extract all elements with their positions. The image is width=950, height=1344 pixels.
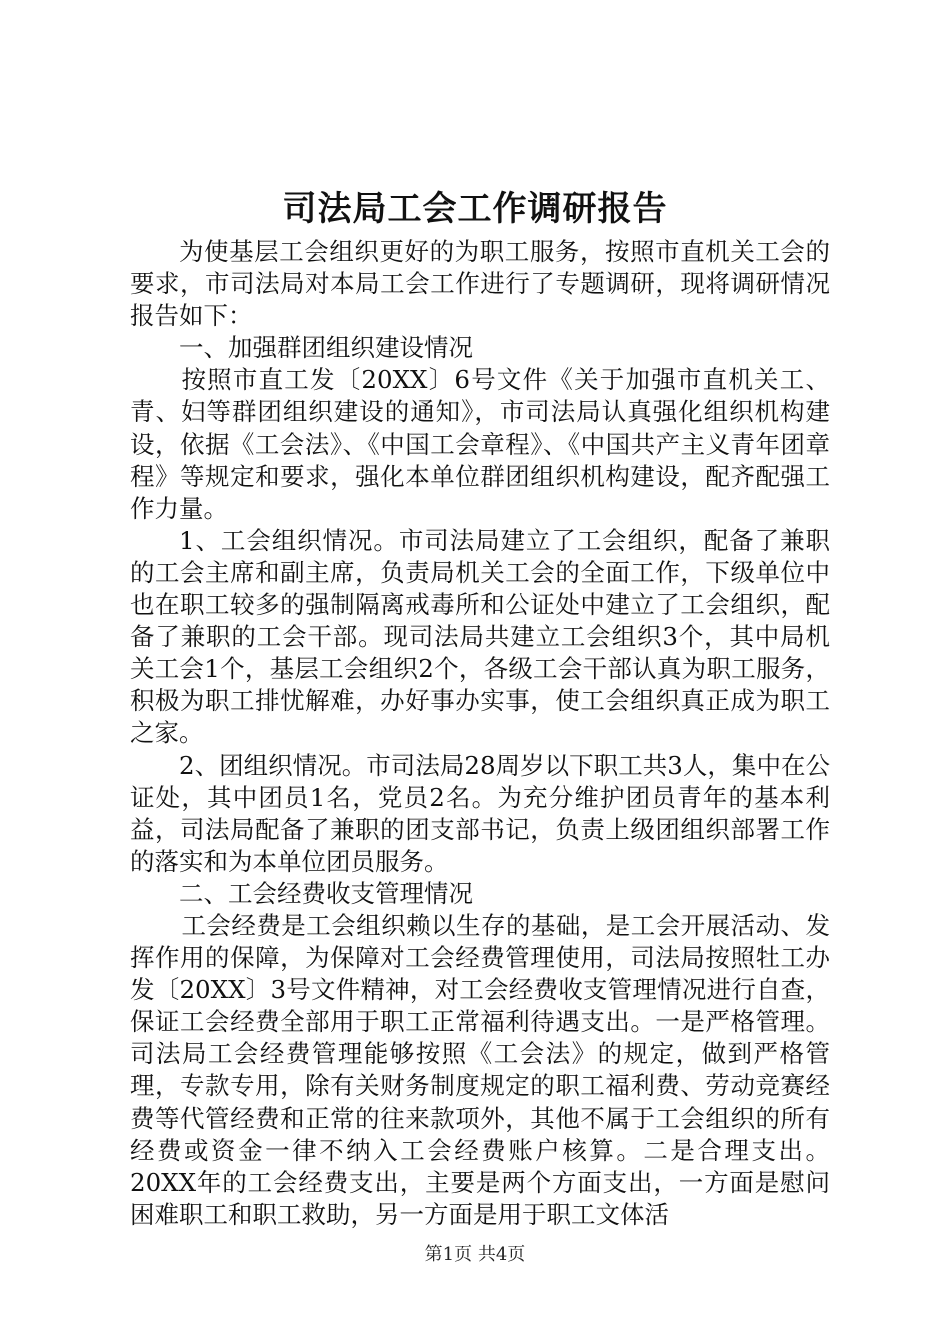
section-heading-1: 一、加强群团组织建设情况	[179, 333, 473, 363]
section-1-paragraph: 按照市直工发〔20XX〕6号文件《关于加强市直机关工、青、妇等群团组织建设的通知》，市司法局认真强化组织机构建设，依据《工会法》、《中国工会章程》、《中国共产主义青年团章程》等规定和要求，强化本单位群团组织机构建设，配齐配强工作力量。	[130, 365, 830, 523]
funds-management-paragraph: 工会经费是工会组织赖以生存的基础，是工会开展活动、发挥作用的保障，为保障对工会经费管理使用，司法局按照牡工办发〔20XX〕3号文件精神，对工会经费收支管理情况进行自查，保证工会经费全部用于职工正常福利待遇支出。一是严格管理。司法局工会经费管理能够按照《工会法》的规定，做到严格管理，专款专用，除有关财务制度规定的职工福利费、劳动竞赛经费等代管经费和正常的往来款项外，其他不属于工会组织的所有经费或资金一律不纳入工会经费账户核算。二是合理支出。20XX年的工会经费支出，主要是两个方面支出，一方面是慰问困难职工和职工救助，另一方面是用于职工文体活	[130, 910, 830, 1229]
page-number: 第1页 共4页	[424, 1244, 526, 1265]
document-title: 司法局工会工作调研报告	[282, 189, 668, 229]
union-organization-paragraph: 1、工会组织情况。市司法局建立了工会组织，配备了兼职的工会主席和副主席，负责局机关工会的全面工作，下级单位中也在职工较多的强制隔离戒毒所和公证处中建立了工会组织，配备了兼职的工会干部。现司法局共建立工会组织3个，其中局机关工会1个，基层工会组织2个，各级工会干部认真为职工服务，积极为职工排忧解难，办好事办实事，使工会组织真正成为职工之家。	[130, 525, 830, 748]
document-body	[130, 236, 830, 1231]
intro-paragraph: 为使基层工会组织更好的为职工服务，按照市直机关工会的要求，市司法局对本局工会工作进行了专题调研，现将调研情况报告如下：	[130, 237, 830, 331]
section-heading-2: 二、工会经费收支管理情况	[179, 878, 473, 908]
youth-league-paragraph: 2、团组织情况。市司法局28周岁以下职工共3人，集中在公证处，其中团员1名，党员2名。为充分维护团员青年的基本利益，司法局配备了兼职的团支部书记，负责上级团组织部署工作的落实和为本单位团员服务。	[130, 750, 830, 876]
